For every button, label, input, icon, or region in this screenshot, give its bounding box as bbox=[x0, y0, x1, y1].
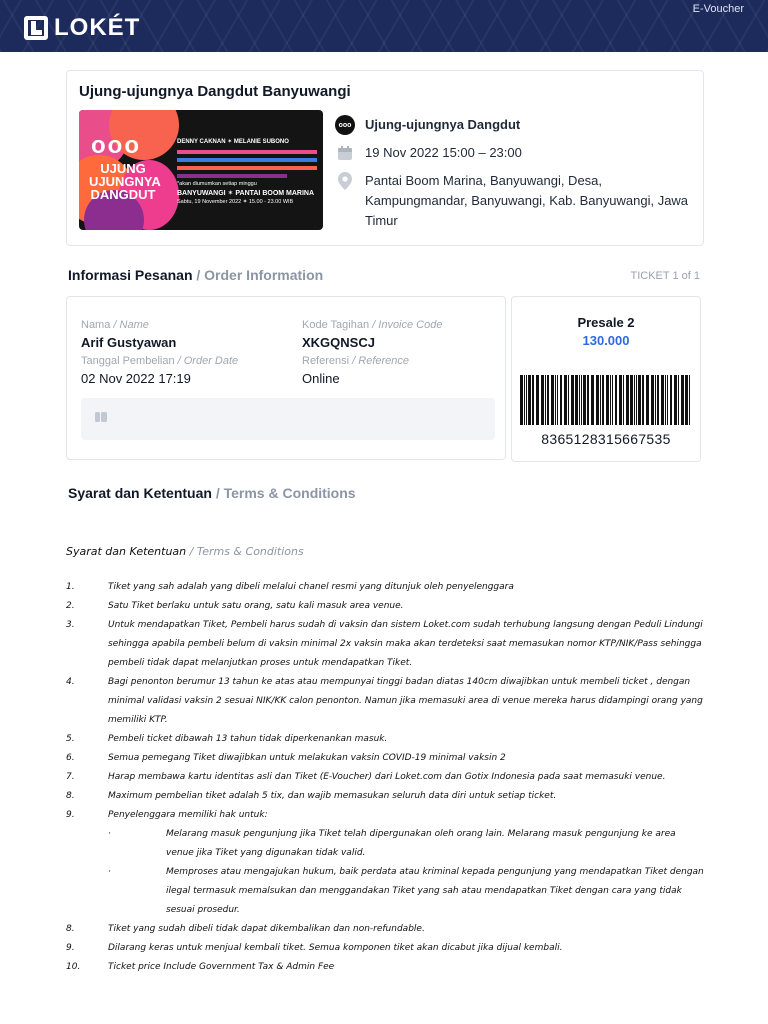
poster-big-title: UJUNG UJUNGNYA DANGDUT bbox=[89, 161, 161, 202]
barcode-bar bbox=[587, 375, 589, 425]
name-label bbox=[81, 319, 149, 331]
name-value: Arif Gustyawan bbox=[81, 335, 177, 350]
barcode-bar bbox=[612, 375, 613, 425]
order-info-title-id: Informasi Pesanan bbox=[68, 267, 193, 283]
terms-item-text: Bagi penonton berumur 13 tahun ke atas atau mempunyai tinggi badan diatas 140cm diwajibkan untuk membeli ticket , dengan minimal validasi vaksin 2 sesuai NIK/KK calon penonton. Namun jika memasuki area di venue mereka harus didampingi orang yang memiliki KTP. bbox=[108, 677, 703, 725]
evoucher-label: E-Voucher bbox=[692, 3, 744, 15]
barcode-bar bbox=[602, 375, 604, 425]
terms-title bbox=[68, 485, 356, 501]
poster-date-line: Sabtu, 19 November 2022 ✶ 15.00 - 23.00 WIB bbox=[177, 199, 294, 205]
barcode-bar bbox=[583, 375, 586, 425]
name-label-en: / Name bbox=[113, 319, 149, 331]
event-location: Pantai Boom Marina, Banyuwangi, Desa, Kampungmandar, Banyuwangi, Kab. Banyuwangi, Jawa Timur bbox=[365, 173, 689, 228]
event-poster bbox=[79, 110, 323, 230]
terms-item-text: Ticket price Include Government Tax & Admin Fee bbox=[108, 962, 335, 972]
reference-value: Online bbox=[302, 371, 340, 386]
barcode-bar bbox=[634, 375, 635, 425]
event-title: Ujung-ujungnya Dangdut Banyuwangi bbox=[79, 83, 351, 100]
terms-item-number: 9. bbox=[66, 810, 75, 820]
terms-item bbox=[66, 597, 706, 616]
barcode-bar bbox=[670, 375, 672, 425]
terms-item-text: Tiket yang sah adalah yang dibeli melalui chanel resmi yang ditunjuk oleh penyelenggara bbox=[108, 582, 514, 592]
terms-item-number: 7. bbox=[66, 772, 75, 782]
logo-text: LOKÉT bbox=[54, 14, 141, 41]
terms-item-text: Satu Tiket berlaku untuk satu orang, satu kali masuk area venue. bbox=[108, 601, 404, 611]
ticket-type: Presale 2 bbox=[577, 315, 635, 330]
terms-doc-title-en: / Terms & Conditions bbox=[189, 545, 304, 558]
event-card bbox=[66, 70, 704, 246]
barcode-bar bbox=[642, 375, 644, 425]
loket-logo[interactable] bbox=[24, 14, 140, 42]
terms-item bbox=[66, 768, 706, 787]
barcode-bar bbox=[685, 375, 688, 425]
order-date-label-id: Tanggal Pembelian bbox=[81, 355, 175, 367]
ticket-barcode-card bbox=[511, 296, 701, 462]
poster-performers: DENNY CAKNAN ✶ MELANIE SUBONO bbox=[177, 139, 289, 145]
barcode-bar bbox=[657, 375, 659, 425]
barcode bbox=[520, 375, 692, 425]
barcode-bar bbox=[661, 375, 664, 425]
terms-list bbox=[66, 578, 706, 977]
invoice-label bbox=[302, 319, 442, 331]
terms-item-text: Tiket yang sudah dibeli tidak dapat dikembalikan dan non-refundable. bbox=[108, 924, 425, 934]
organizer-avatar-icon: ooo bbox=[335, 115, 355, 135]
barcode-bar bbox=[667, 375, 668, 425]
event-info bbox=[335, 115, 697, 239]
barcode-bar bbox=[606, 375, 609, 425]
datetime-row bbox=[335, 143, 697, 163]
barcode-bar bbox=[591, 375, 594, 425]
reference-label bbox=[302, 355, 409, 367]
terms-item-number: · bbox=[108, 829, 111, 839]
barcode-bar bbox=[541, 375, 544, 425]
barcode-bar bbox=[575, 375, 578, 425]
terms-doc-title: Syarat dan Ketentuan bbox=[66, 545, 187, 558]
barcode-bar bbox=[626, 375, 629, 425]
ticket-count: TICKET 1 of 1 bbox=[630, 270, 700, 282]
barcode-bar bbox=[568, 375, 569, 425]
calendar-icon bbox=[335, 143, 355, 163]
poster-logo: ooo bbox=[91, 132, 141, 159]
order-date-label-en: / Order Date bbox=[177, 355, 239, 367]
barcode-bar bbox=[551, 375, 554, 425]
terms-item-number: 3. bbox=[66, 620, 75, 630]
location-pin-icon bbox=[335, 171, 355, 191]
terms-item-number: 1. bbox=[66, 582, 75, 592]
ticket-price: 130.000 bbox=[582, 333, 630, 348]
terms-item bbox=[66, 749, 706, 768]
barcode-bar bbox=[526, 375, 527, 425]
event-datetime: 19 Nov 2022 15:00 – 23:00 bbox=[365, 145, 522, 160]
terms-item-number: 9. bbox=[66, 943, 75, 953]
barcode-bar bbox=[678, 375, 679, 425]
poster-stripe bbox=[177, 174, 287, 178]
barcode-bar bbox=[564, 375, 567, 425]
barcode-bar bbox=[651, 375, 654, 425]
terms-item-text: Penyelenggara memiliki hak untuk: bbox=[108, 810, 268, 820]
terms-title-en: / Terms & Conditions bbox=[215, 485, 356, 501]
barcode-bar bbox=[596, 375, 599, 425]
terms-item-number: 8. bbox=[66, 924, 75, 934]
name-label-id: Nama bbox=[81, 319, 111, 331]
terms-item-text: Dilarang keras untuk menjual kembali tiket. Semua komponen tiket akan dicabut jika dijual kembali. bbox=[108, 943, 563, 953]
barcode-bar bbox=[681, 375, 684, 425]
terms-item-number: 5. bbox=[66, 734, 75, 744]
terms-item-text: Harap membawa kartu identitas asli dan Tiket (E-Voucher) dari Loket.com dan Gotix Indonesia pada saat memasuki venue. bbox=[108, 772, 666, 782]
poster-stripe bbox=[177, 150, 317, 154]
terms-item bbox=[66, 616, 706, 673]
location-row bbox=[335, 171, 697, 231]
terms-item-number: · bbox=[108, 867, 111, 877]
terms-item-text: Maximum pembelian tiket adalah 5 tix, dan wajib memasukan seluruh data diri untuk setiap ticket. bbox=[108, 791, 557, 801]
terms-item-text: Untuk mendapatkan Tiket, Pembeli harus sudah di vaksin dan sistem Loket.com sudah terhubung langsung dengan Peduli Lindungi sehingga apabila pembeli belum di vaksin minimal 2x vaksin maka akan terdeteksi saat memasukan nomor KTP/NIK/Pass sehingga pembeli tidak dapat melanjutkan proses untuk mendapatkan Tiket. bbox=[108, 620, 703, 668]
barcode-bar bbox=[619, 375, 622, 425]
ticket-icon bbox=[95, 412, 107, 422]
loket-logo-icon bbox=[24, 16, 48, 40]
terms-item bbox=[66, 920, 706, 939]
barcode-bar bbox=[636, 375, 637, 425]
terms-item bbox=[66, 578, 706, 597]
barcode-bar bbox=[655, 375, 656, 425]
terms-item bbox=[66, 939, 706, 958]
terms-item-text: Melarang masuk pengunjung jika Tiket telah dipergunakan oleh orang lain. Melarang masuk pengunjung ke area venue jika Tiket yang digunakan tidak valid. bbox=[166, 829, 676, 858]
terms-item bbox=[66, 787, 706, 806]
poster-info bbox=[177, 180, 319, 206]
barcode-bar bbox=[557, 375, 558, 425]
invoice-label-id: Kode Tagihan bbox=[302, 319, 370, 331]
terms-item-number: 10. bbox=[66, 962, 81, 972]
order-info-title bbox=[68, 267, 323, 283]
terms-item bbox=[66, 958, 706, 977]
barcode-bar bbox=[520, 375, 523, 425]
barcode-bar bbox=[689, 375, 690, 425]
terms-item-text: Memproses atau mengajukan hukum, baik perdata atau kriminal kepada pengunjung yang mendapatkan Tiket dengan ilegal termasuk memalsukan dan menggandakan Tiket yang sah atau mendapatkan Tiket dengan cara yang tidak sesuai prosedur. bbox=[166, 867, 704, 915]
barcode-bar bbox=[630, 375, 633, 425]
terms-item bbox=[66, 806, 706, 825]
terms-sub-item bbox=[66, 863, 706, 920]
barcode-bar bbox=[610, 375, 611, 425]
terms-item-number: 2. bbox=[66, 601, 75, 611]
barcode-bar bbox=[545, 375, 546, 425]
barcode-bar bbox=[615, 375, 617, 425]
order-date-label bbox=[81, 355, 238, 367]
invoice-value: XKGQNSCJ bbox=[302, 335, 375, 350]
barcode-bar bbox=[579, 375, 580, 425]
barcode-bar bbox=[524, 375, 525, 425]
invoice-label-en: / Invoice Code bbox=[372, 319, 443, 331]
order-date-value: 02 Nov 2022 17:19 bbox=[81, 371, 191, 386]
barcode-bar bbox=[532, 375, 534, 425]
barcode-bar bbox=[600, 375, 601, 425]
reference-label-en: / Reference bbox=[352, 355, 410, 367]
barcode-bar bbox=[547, 375, 549, 425]
organizer-row bbox=[335, 115, 697, 135]
top-header-bar bbox=[0, 0, 768, 52]
terms-item bbox=[66, 730, 706, 749]
barcode-bar bbox=[674, 375, 677, 425]
terms-item-text: Semua pemegang Tiket diwajibkan untuk melakukan vaksin COVID-19 minimal vaksin 2 bbox=[108, 753, 506, 763]
organizer-name: Ujung-ujungnya Dangdut bbox=[365, 117, 521, 132]
barcode-bar bbox=[665, 375, 666, 425]
poster-stripe bbox=[177, 166, 317, 170]
order-info-card bbox=[66, 296, 506, 460]
barcode-bar bbox=[528, 375, 531, 425]
ticket-note-box bbox=[81, 398, 495, 440]
order-info-title-en: / Order Information bbox=[196, 267, 324, 283]
terms-item-number: 8. bbox=[66, 791, 75, 801]
poster-venue-line: BANYUWANGI ✶ PANTAI BOOM MARINA bbox=[177, 190, 315, 197]
barcode-bar bbox=[560, 375, 562, 425]
poster-note: *akan diumumkan setiap minggu bbox=[177, 181, 257, 187]
terms-item bbox=[66, 673, 706, 730]
barcode-bar bbox=[581, 375, 582, 425]
barcode-bar bbox=[623, 375, 624, 425]
barcode-bar bbox=[646, 375, 649, 425]
barcode-bar bbox=[536, 375, 539, 425]
terms-doc-heading bbox=[66, 545, 304, 558]
terms-item-text: Pembeli ticket dibawah 13 tahun tidak diperkenankan masuk. bbox=[108, 734, 388, 744]
terms-sub-item bbox=[66, 825, 706, 863]
poster-stripe bbox=[177, 158, 317, 162]
barcode-bar bbox=[555, 375, 556, 425]
barcode-bar bbox=[571, 375, 574, 425]
terms-title-id: Syarat dan Ketentuan bbox=[68, 485, 212, 501]
reference-label-id: Referensi bbox=[302, 355, 350, 367]
terms-item-number: 6. bbox=[66, 753, 75, 763]
barcode-number: 8365128315667535 bbox=[541, 431, 671, 447]
barcode-bar bbox=[638, 375, 641, 425]
terms-item-number: 4. bbox=[66, 677, 75, 687]
